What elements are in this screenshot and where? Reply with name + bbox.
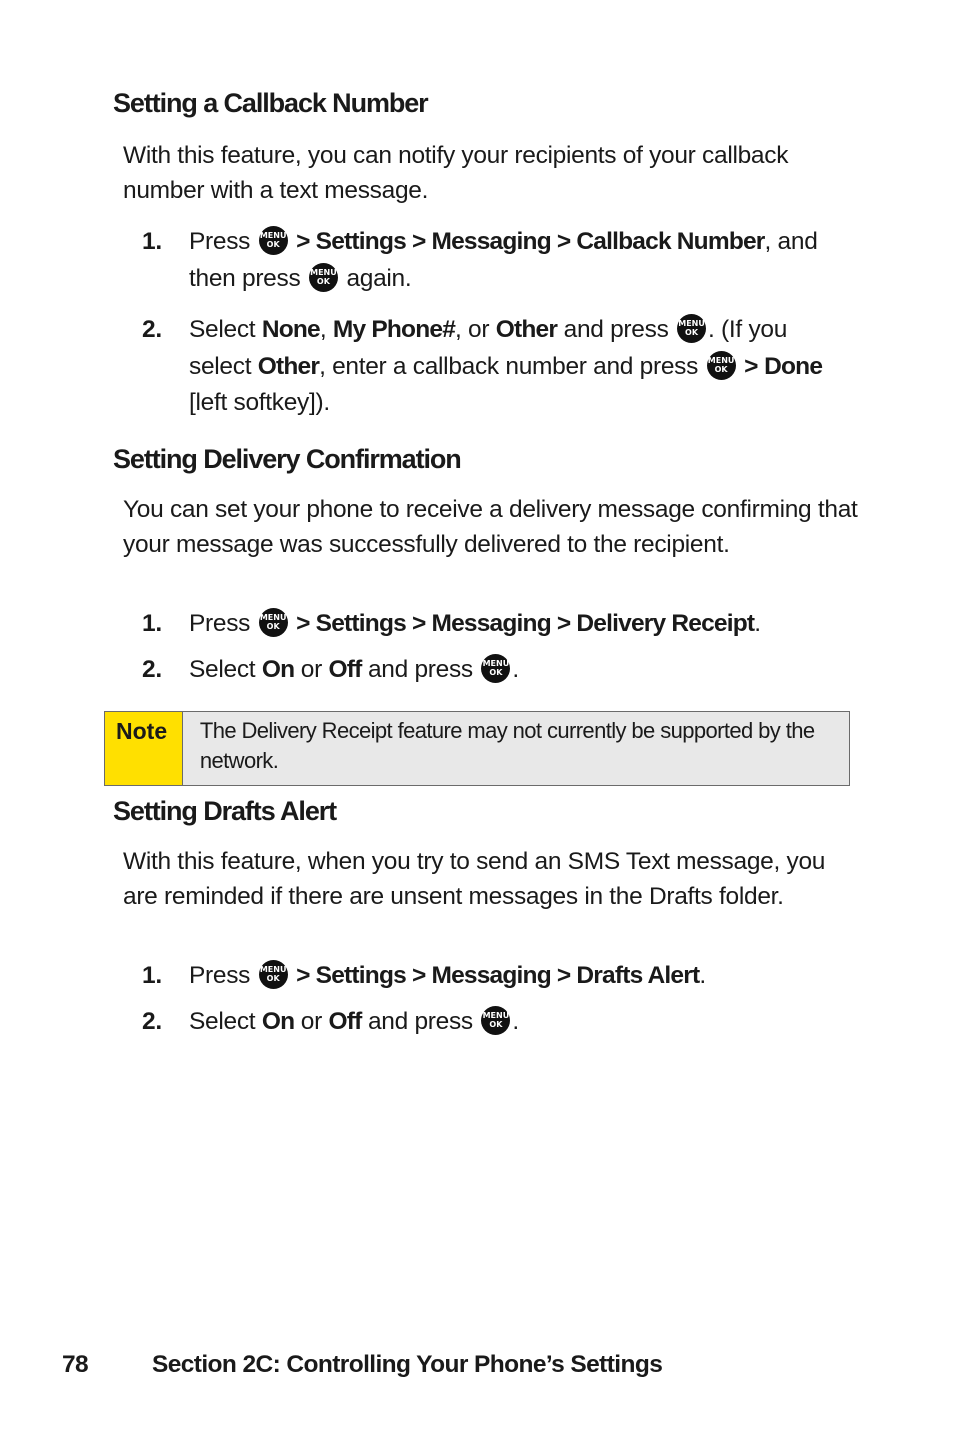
step-number: 2.: [142, 656, 162, 683]
step-number: 2.: [142, 1008, 162, 1035]
drafts-intro: With this feature, when you try to send an SMS Text message, you are reminded if there are unsent messages in the Drafts folder.: [123, 848, 826, 910]
delivery-intro: You can set your phone to receive a delivery message confirming that your message was successfully delivered to the recipient.: [123, 496, 858, 558]
step-text: Select On or Off and press MENU OK .: [189, 652, 849, 689]
menu-ok-key-icon: [309, 263, 338, 292]
section-title: Section 2C: Controlling Your Phone’s Settings: [152, 1351, 663, 1378]
note-label: Note: [105, 712, 183, 785]
page-number: 78: [62, 1351, 89, 1378]
step-text: Press MENU OK > Settings > Messaging > Drafts Alert.: [189, 958, 849, 995]
step-number: 1.: [142, 610, 162, 637]
heading-drafts-alert: Setting Drafts Alert: [113, 796, 337, 826]
step-number: 2.: [142, 316, 162, 343]
menu-ok-key-icon: [259, 960, 288, 989]
step-text: Press MENU OK > Settings > Messaging > Delivery Receipt.: [189, 606, 849, 643]
menu-ok-key-icon: [481, 654, 510, 683]
heading-delivery-confirmation: Setting Delivery Confirmation: [113, 444, 461, 474]
menu-ok-key-icon: [677, 314, 706, 343]
step-number: 1.: [142, 962, 162, 989]
step-text: Select On or Off and press MENU OK .: [189, 1004, 849, 1041]
menu-ok-key-icon: [481, 1006, 510, 1035]
note-box: [104, 711, 850, 786]
step-text: Press MENU OK > Settings > Messaging > Callback Number, and then press MENU OK again.: [189, 224, 849, 297]
callback-intro: With this feature, you can notify your recipients of your callback number with a text message.: [123, 142, 789, 204]
menu-ok-key-icon: [259, 226, 288, 255]
step-text: Select None, My Phone#, or Other and press MENU OK . (If you select Other, enter a callback number and press MENU OK > Done [left softkey]).: [189, 312, 849, 422]
note-text: The Delivery Receipt feature may not currently be supported by the network.: [199, 718, 815, 773]
heading-callback-number: Setting a Callback Number: [113, 88, 428, 118]
menu-ok-key-icon: [707, 351, 736, 380]
menu-ok-key-icon: [259, 608, 288, 637]
step-number: 1.: [142, 228, 162, 255]
